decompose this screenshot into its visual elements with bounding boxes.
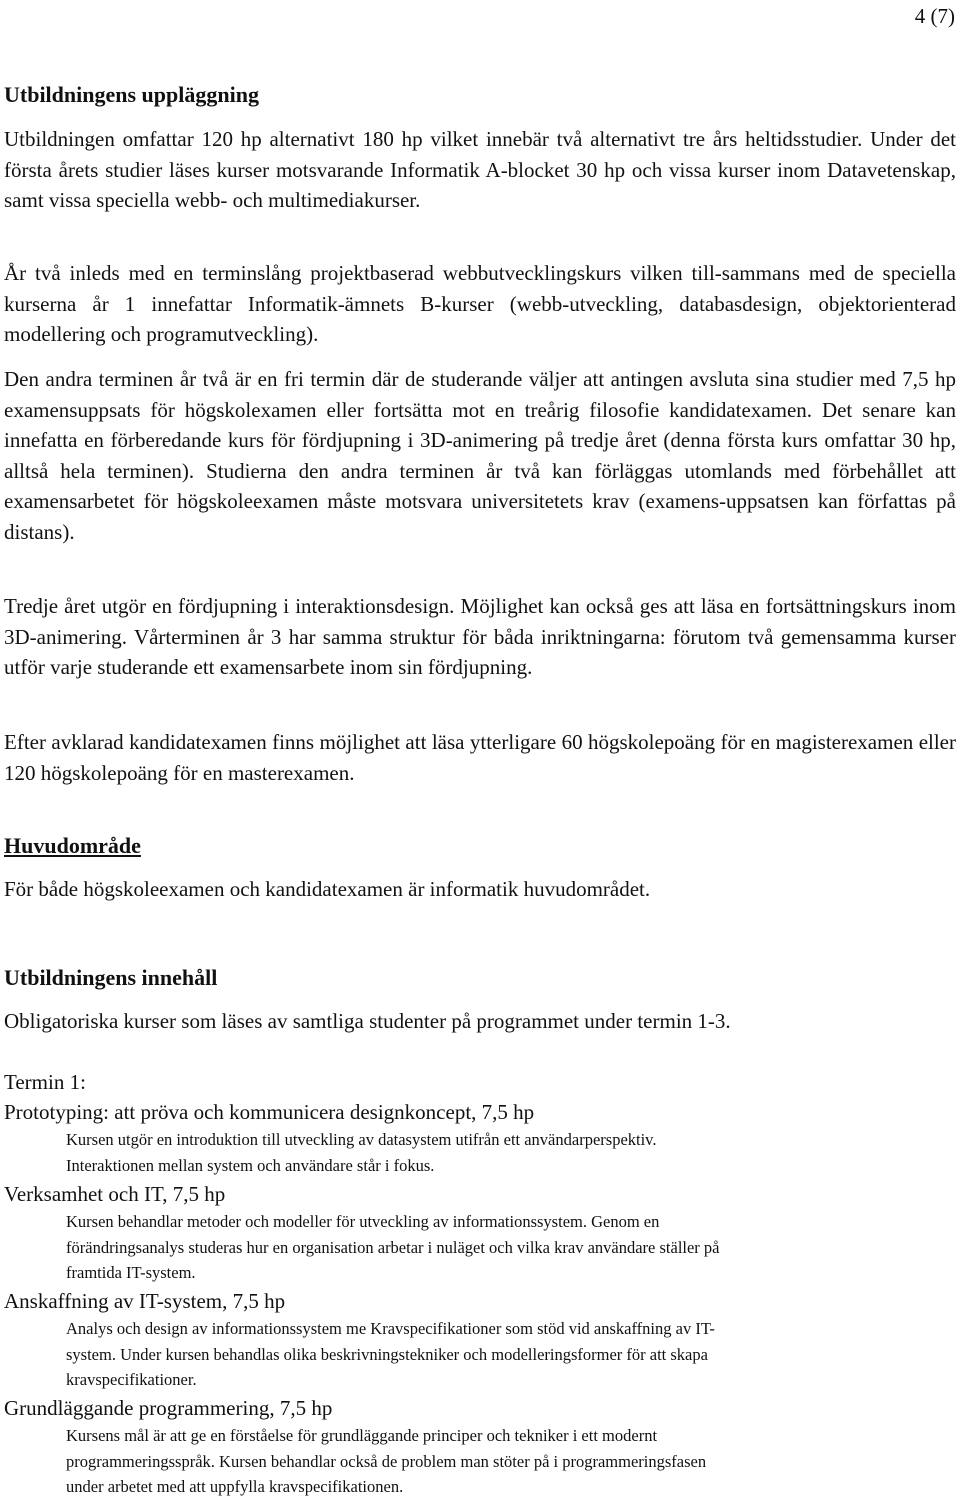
- course-item: [4, 1395, 946, 1500]
- paragraph-structure-4: Tredje året utgör en fördjupning i interaktionsdesign. Möjlighet kan också ges att läsa en fortsättningskurs inom 3D-animering. Vårterminen år 3 har samma struktur för båda inriktningarna: förutom två gemensamma kurser utför varje studerande ett examensarbete inom sin fördjupning.: [4, 594, 956, 679]
- course-description-line: Interaktionen mellan system och användare står i fokus.: [66, 1155, 435, 1175]
- paragraph-content-intro: Obligatoriska kurser som läses av samtliga studenter på programmet under termin 1-3.: [4, 1009, 731, 1033]
- section-heading-main-area: Huvudområde: [4, 833, 141, 858]
- course-description-line: system. Under kursen behandlas olika beskrivningstekniker och modelleringsformer för att skapa: [66, 1344, 708, 1364]
- course-title: Grundläggande programmering, 7,5 hp: [4, 1396, 333, 1420]
- course-description-line: Kursen utgör en introduktion till utveckling av datasystem utifrån ett användarperspektiv.: [66, 1130, 657, 1149]
- course-description-line: förändringsanalys studeras hur en organisation arbetar i nuläget och vilka krav användare ställer på: [66, 1237, 720, 1257]
- course-description-line: Kursen behandlar metoder och modeller för utveckling av informationssystem. Genom en: [66, 1212, 660, 1231]
- course-title: Anskaffning av IT-system, 7,5 hp: [4, 1289, 286, 1313]
- course-description: [66, 1209, 946, 1286]
- section-heading-structure: Utbildningens uppläggning: [4, 82, 259, 107]
- paragraph-main-area: För både högskoleexamen och kandidatexamen är informatik huvudområdet.: [4, 877, 651, 901]
- paragraph-structure-5: Efter avklarad kandidatexamen finns möjlighet att läsa ytterligare 60 högskolepoäng för en magisterexamen eller 120 högskolepoäng för en masterexamen.: [4, 730, 956, 785]
- course-description-line: kravspecifikationer.: [66, 1370, 197, 1389]
- course-description: [66, 1316, 946, 1393]
- course-title: Verksamhet och IT, 7,5 hp: [4, 1182, 226, 1206]
- course-item: [4, 1181, 946, 1286]
- paragraph-structure-1: Utbildningen omfattar 120 hp alternativt 180 hp vilket innebär två alternativt tre års heltidsstudier. Under det första årets studier läses kurser motsvarande Informatik A-blocket 30 hp och vissa kurser inom Datavetenskap, samt vissa speciella webb- och multimediakurser.: [4, 127, 956, 212]
- section-heading-content: Utbildningens innehåll: [4, 965, 218, 990]
- page-number: 4 (7): [914, 4, 955, 28]
- term-label: Termin 1:: [4, 1070, 86, 1094]
- course-description-line: programmeringsspråk. Kursen behandlar också de problem man stöter på i programmeringsfasen: [66, 1451, 707, 1471]
- course-description: [66, 1127, 946, 1178]
- course-description: [66, 1423, 946, 1500]
- course-item: [4, 1099, 946, 1178]
- course-description-line: Analys och design av informationssystem me Kravspecifikationer som stöd vid anskaffning av IT-: [66, 1319, 715, 1338]
- course-description-line: framtida IT-system.: [66, 1263, 196, 1282]
- paragraph-structure-2: År två inleds med en terminslång projektbaserad webbutvecklingskurs vilken till-sammans med de speciella kurserna år 1 innefattar Informatik-ämnets B-kurser (webb-utveckling, databasdesign, objektorienterad modellering och programutveckling).: [4, 261, 956, 346]
- course-description-line: under arbetet med att uppfylla kravspecifikationen.: [66, 1477, 404, 1496]
- paragraph-structure-3: Den andra terminen år två är en fri termin där de studerande väljer att antingen avsluta sina studier med 7,5 hp examensuppsats för högskolexamen eller fortsätta mot en treårig filosofie kandidatexamen. Det senare kan innefatta en förberedande kurs för fördjupning i 3D-animering på tredje året (denna första kurs omfattar 30 hp, alltså hela terminen). Studierna den andra terminen år två kan förläggas utomlands med förbehållet att examensarbetet för högskoleexamen måste motsvara universitetets krav (examens-uppsatsen kan författas på distans).: [4, 367, 956, 544]
- course-item: [4, 1288, 946, 1393]
- course-title: Prototyping: att pröva och kommunicera designkoncept, 7,5 hp: [4, 1100, 535, 1124]
- course-description-line: Kursens mål är att ge en förståelse för grundläggande principer och tekniker i ett modernt: [66, 1426, 658, 1445]
